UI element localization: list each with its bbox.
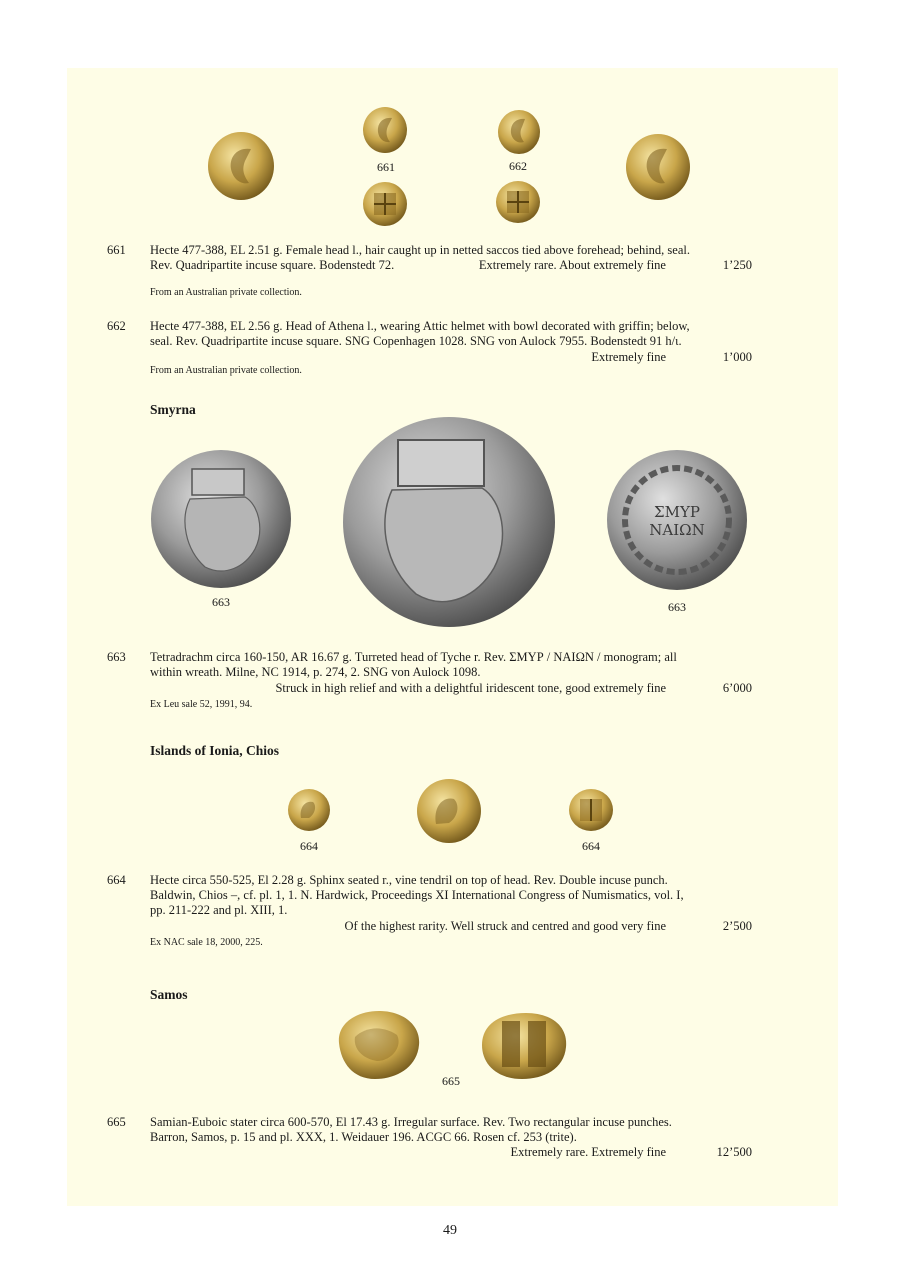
coin-663-reverse [606,449,748,591]
section-heading-samos: Samos [150,987,188,1002]
lot-665-price: 12’500 [716,1145,752,1159]
lot-663-line-1: Tetradrachm circa 160-150, AR 16.67 g. Turreted head of Tyche r. Rev. ΣΜΥΡ / ΝΑΙΩΝ / monogram; all [150,650,677,664]
coin-664-reverse [568,788,614,832]
coin-661-obverse-large [207,131,275,201]
lot-664-line-3: pp. 211-222 and pl. XIII, 1. [150,903,288,917]
coin-663-obverse-large [342,416,556,628]
coin-665-reverse [476,1009,572,1081]
lot-664-grade: Of the highest rarity. Well struck and centred and good very fine [344,919,666,933]
lot-661-line-1: Hecte 477-388, EL 2.51 g. Female head l., hair caught up in netted saccos tied above forehead; behind, seal. [150,243,690,257]
lot-661-provenance: From an Australian private collection. [150,287,302,298]
lot-662-line-1: Hecte 477-388, EL 2.56 g. Head of Athena l., wearing Attic helmet with bowl decorated with griffin; below, [150,319,690,333]
lot-665-line-1: Samian-Euboic stater circa 600-570, El 17.43 g. Irregular surface. Rev. Two rectangular incuse punches. [150,1115,672,1129]
coin-662-obverse-large [625,133,691,201]
lot-number-662: 662 [107,319,126,333]
section-heading-smyrna: Smyrna [150,402,196,417]
coin-662-obverse [497,109,541,155]
catalogue-panel [67,68,838,1206]
lot-number-663: 663 [107,650,126,664]
image-label-661: 661 [377,160,395,174]
image-label-665: 665 [442,1074,460,1088]
lot-661-grade: Extremely rare. About extremely fine [478,258,666,272]
image-label-663-right: 663 [668,600,686,614]
lot-number-665: 665 [107,1115,126,1129]
coin-662-reverse [495,180,541,224]
coin-664-obverse [287,788,331,832]
coin-661-obverse [362,106,408,154]
lot-663-grade: Struck in high relief and with a delightful iridescent tone, good extremely fine [275,681,666,695]
lot-663-line-2: within wreath. Milne, NC 1914, p. 274, 2. SNG von Aulock 1098. [150,665,481,679]
page-number: 49 [443,1223,457,1238]
lot-662-provenance: From an Australian private collection. [150,365,302,376]
lot-662-price: 1’000 [722,350,752,364]
image-label-664-left: 664 [300,839,318,853]
coin-663-legend-line-1: ΣΜΥΡ [654,503,700,521]
coin-664-obverse-large [416,778,482,844]
lot-664-line-1: Hecte circa 550-525, El 2.28 g. Sphinx seated r., vine tendril on top of head. Rev. Double incuse punch. [150,873,668,887]
lot-661-price: 1’250 [722,258,752,272]
coin-665-obverse [331,1007,425,1083]
lot-665-line-2: Barron, Samos, p. 15 and pl. XXX, 1. Weidauer 196. ACGC 66. Rosen cf. 253 (trite). [150,1130,577,1144]
image-label-664-right: 664 [582,839,600,853]
lot-664-price: 2’500 [722,919,752,933]
lot-663-price: 6’000 [722,681,752,695]
lot-number-664: 664 [107,873,126,887]
lot-number-661: 661 [107,243,126,257]
lot-661-line-2: Rev. Quadripartite incuse square. Bodenstedt 72. [150,258,395,272]
lot-664-line-2: Baldwin, Chios –, cf. pl. 1, 1. N. Hardwick, Proceedings XI International Congress of Numismatics, vol. I, [150,888,684,902]
image-label-663-left: 663 [212,595,230,609]
coin-663-legend-line-2: ΝΑΙΩΝ [649,521,705,539]
section-heading-chios: Islands of Ionia, Chios [150,743,280,758]
lot-662-grade: Extremely fine [591,350,666,364]
coin-661-reverse [362,181,408,227]
coin-663-obverse-small [150,449,292,589]
lot-663-provenance: Ex Leu sale 52, 1991, 94. [150,699,253,710]
image-label-662: 662 [509,159,527,173]
lot-665-grade: Extremely rare. Extremely fine [510,1145,666,1159]
lot-662-line-2: seal. Rev. Quadripartite incuse square. SNG Copenhagen 1028. SNG von Aulock 7955. Bodenstedt 91 h/ι. [150,334,682,348]
lot-664-provenance: Ex NAC sale 18, 2000, 225. [150,937,263,948]
